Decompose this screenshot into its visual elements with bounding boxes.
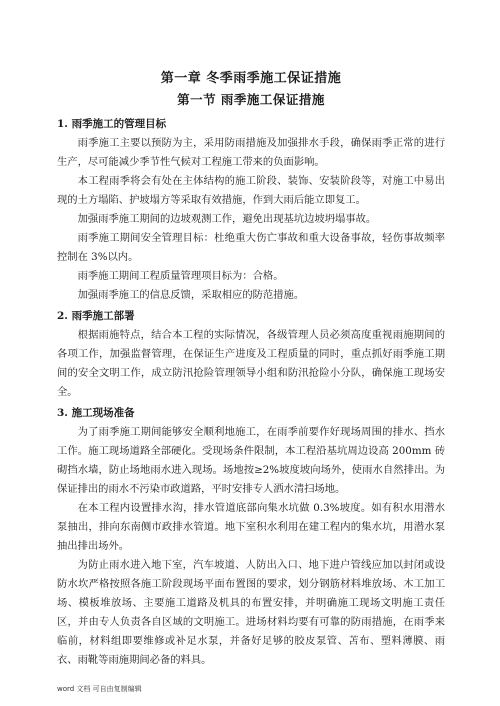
section-heading: 1. 雨季施工的管理目标 [57, 118, 167, 130]
paragraph: 为了雨季施工期间能够安全顺利地施工，在雨季前要作好现场周围的排水、挡水工作。施工现场道路全部硬化。受现场条件限制，本工程沿基坑周边设高 200mm 砖砌挡水墙，防止场地雨水进入现场。场地按≥2%坡度坡向场外，使雨水自然排出。为保证排出的雨水不污染市政道路，平时安排专人洒水清扫场地。 [57, 426, 445, 495]
section-deployment [57, 307, 445, 402]
section-title: 第一节 雨季施工保证措施 [177, 92, 325, 107]
paragraph: 在本工程内设置排水沟，排水管道底部向集水坑做 0.3%坡度。如有积水用潜水泵抽出，排向东南侧市政排水管道。地下室积水利用在建工程内的集水坑，用潜水泵抽出排出场外。 [57, 502, 445, 552]
section-management-goals [57, 115, 445, 305]
document-page [57, 70, 445, 670]
section-heading: 3. 施工现场准备 [57, 407, 135, 419]
paragraph: 加强雨季施工的信息反馈，采取相应的防范措施。 [77, 289, 305, 301]
paragraph: 为防止雨水进入地下室，汽车坡道、人防出入口、地下进户管线应加以封闭或设防水坎严格按照各施工阶段现场平面布置图的要求，划分钢筋材料堆放场、木工加工场、模板堆放场、主要施工道路及机具的布置安排，并明确施工现场文明施工责任区，并由专人负责各自区域的文明施工。进场材料均要有可靠的防雨措施，在雨季来临前，材料组即要维修或补足水泵，并备好足够的胶皮泵管、苫布、塑料薄膜、雨衣、雨靴等雨施期间必备的料具。 [57, 559, 445, 666]
paragraph: 本工程雨季将会有处在主体结构的施工阶段、装饰、安装阶段等，对施工中易出现的土方塌陷、护坡塌方等采取有效措施，作到大雨后能立即复工。 [57, 175, 445, 206]
paragraph: 加强雨季施工期间的边坡观测工作，避免出现基坑边坡坍塌事故。 [77, 213, 377, 225]
paragraph: 雨季施工期间工程质量管理项目标为：合格。 [77, 270, 284, 282]
paragraph: 根据雨施特点，结合本工程的实际情况，各级管理人员必须高度重视雨施期间的各项工作，加强监督管理，在保证生产进度及工程质量的同时，重点抓好雨季施工期间的安全文明工作，成立防汛抢险管理领导小组和防汛抢险小分队，确保施工现场安全。 [57, 329, 445, 398]
page-footer: word 文档 可自由复制编辑 [57, 685, 142, 693]
paragraph: 雨季施工期间安全管理目标：杜绝重大伤亡事故和重大设备事故，轻伤事故频率控制在 3%以内。 [57, 232, 445, 263]
section-site-preparation [57, 404, 445, 670]
paragraph: 雨季施工主要以预防为主，采用防雨措施及加强排水手段，确保雨季正常的进行生产，尽可能减少季节性气候对工程施工带来的负面影响。 [57, 137, 445, 168]
section-heading: 2. 雨季施工部署 [57, 310, 135, 322]
chapter-title: 第一章 冬季雨季施工保证措施 [160, 71, 342, 86]
